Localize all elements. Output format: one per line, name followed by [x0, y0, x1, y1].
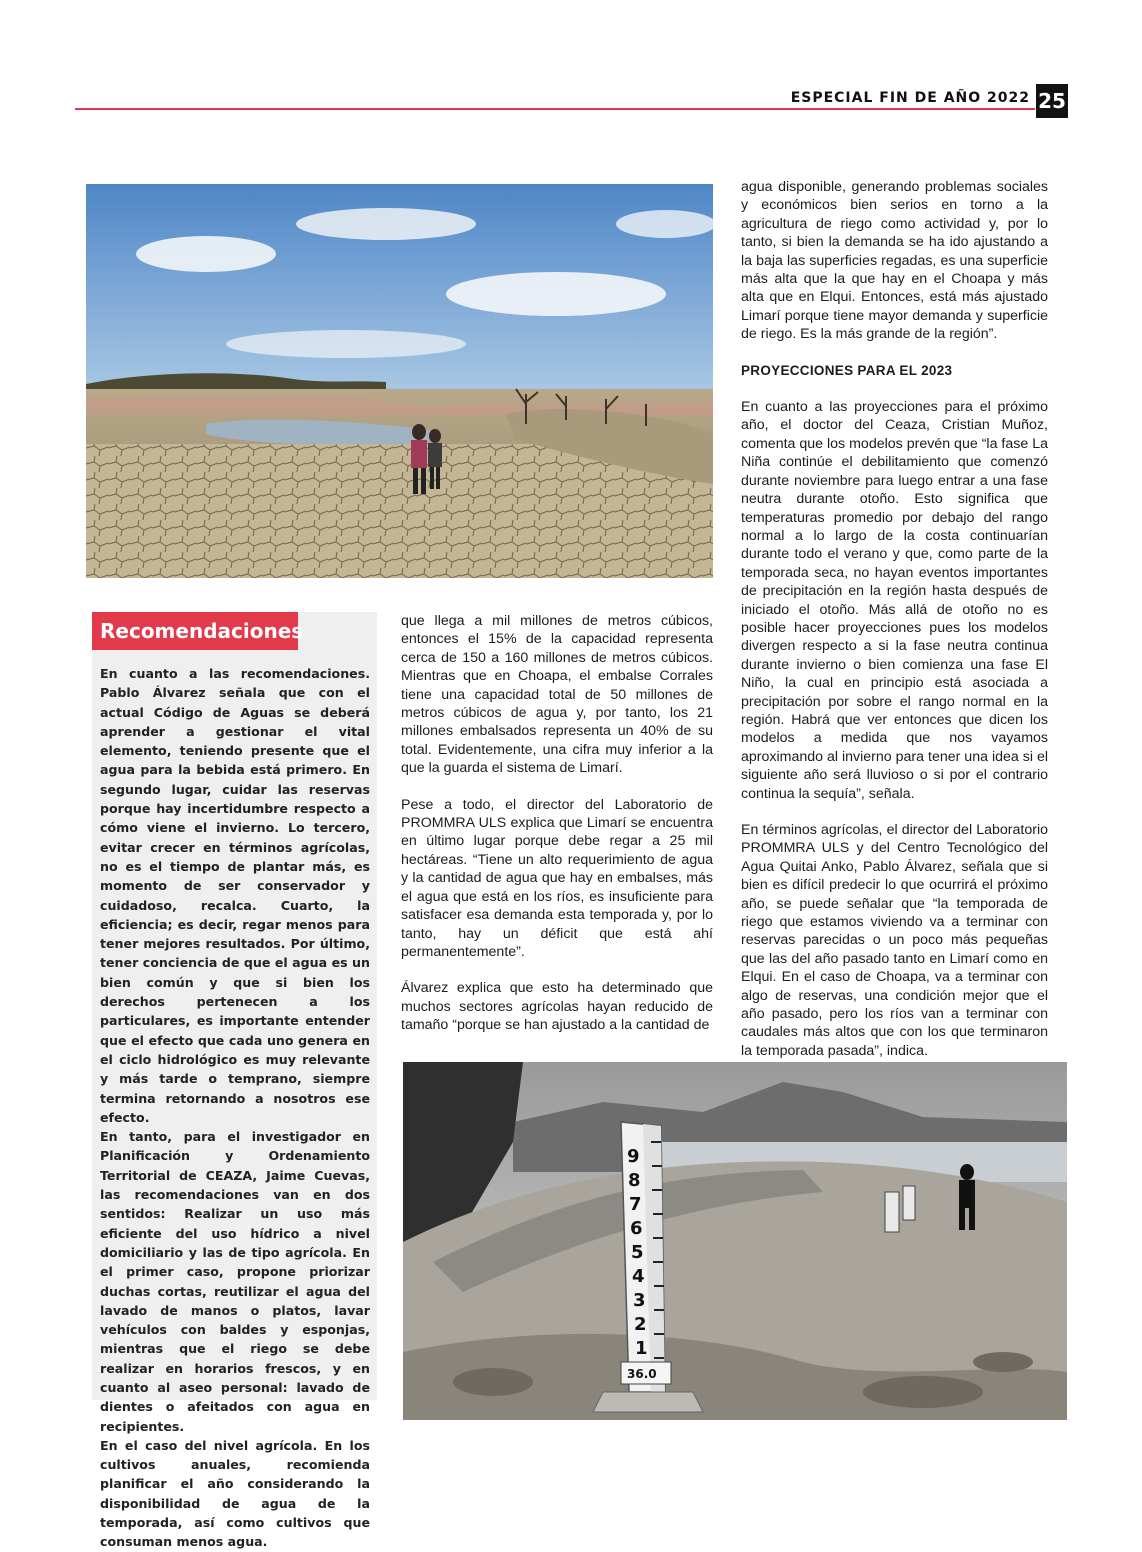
reservoir-gauge-photo — [403, 1062, 1067, 1420]
reservoir-gauge-illustration — [403, 1062, 1067, 1420]
middle-column — [401, 612, 713, 1053]
body-paragraph: Álvarez explica que esto ha determinado que muchos sectores agrícolas hayan reducido de tamaño “porque se han ajustado a la cantidad de — [401, 980, 713, 1034]
recommendations-paragraph: En tanto, para el investigador en Planificación y Ordenamiento Territorial de CEAZA, Jaime Cuevas, las recomendaciones van en dos sentidos: Realizar un uso más eficiente del uso hídrico a nivel domiciliario y las de tipo agrícola. En el primer caso, propone priorizar duchas cortas, reutilizar el agua del lavado de manos o platos, lavar vehículos con baldes y esponjas, mientras que el riego se debe realizar en horarios frescos, y en cuanto al aseo personal: lavado de dientes o afeitados con agua en recipientes. — [100, 1129, 370, 1434]
recommendations-paragraph: En cuanto a las recomendaciones. Pablo Álvarez señala que con el actual Código de Aguas se deberá aprender a gestionar el vital elemento, teniendo presente que el agua para la bebida está primero. En segundo lugar, cuidar las reservas porque hay incertidumbre respecto a cómo viene el invierno. Lo tercero, evitar crecer en términos agrícolas, no es el tiempo de plantar más, es momento de ser conservador y cuidadoso, recalca. Cuarto, la eficiencia; es decir, regar menos para tener mejores resultados. Por último, tener conciencia de que el agua es un bien común y que si bien los derechos pertenecen a los particulares, es importante entender que el efecto que cada uno genera en el ciclo hidrológico es muy relevante y más tarde o temprano, siempre termina retornando a nosotros ese efecto. — [100, 666, 370, 1125]
gauge-number: 5 — [631, 1242, 644, 1263]
gauge-number: 4 — [632, 1266, 645, 1287]
gauge-number: 1 — [635, 1338, 648, 1359]
dry-reservoir-illustration — [86, 184, 713, 578]
gauge-base-label: 36.0 — [627, 1367, 657, 1381]
section-subheading: PROYECCIONES PARA EL 2023 — [741, 362, 953, 378]
body-paragraph: En cuanto a las proyecciones para el próximo año, el doctor del Ceaza, Cristian Muñoz, comenta que los modelos prevén que “la fase La Niña continúe el debilitamiento que comenzó durante noviembre para luego entrar a una fase neutra durante otoño. Esto significa que temperaturas promedio por debajo del rango normal a lo largo de la costa continuarían durante todo el verano y que, como parte de la temporada seca, no hayan eventos importantes de precipitación en la región hasta después de iniciado el otoño. Más allá de otoño no es posible hacer proyecciones pues los modelos divergen respecto a si la fase neutra continua durante invierno o bien comienza una fase El Niño, la cual en principio está asociada a precipitación por sobre el rango normal en la región. Habrá que ver entonces que dicen los modelos a medida que nos vayamos aproximando al invierno para tener una idea si el siguiente año será lluvioso o si por el contrario continua la sequía”, señala. — [741, 399, 1048, 802]
body-paragraph: En términos agrícolas, el director del Laboratorio PROMMRA ULS y del Centro Tecnológico del Agua Quitai Anko, Pablo Álvarez, señala que si bien es difícil predecir lo que ocurrirá el próximo año, se puede señalar que “la temporada de riego que estamos viviendo va a terminar con reservas parecidas o un poco más pequeñas que las del año pasado tanto en Limarí como en Elqui. En el caso de Choapa, va a terminar con algo de reservas, una condición mejor que el año pasado, pero los ríos van a terminar con caudales más altos que con los que terminaron la temporada pasada”, indica. — [741, 822, 1048, 1059]
page-number: 25 — [1036, 84, 1068, 118]
gauge-number: 9 — [627, 1146, 640, 1167]
gauge-number: 8 — [628, 1170, 641, 1191]
gauge-number: 2 — [634, 1314, 647, 1335]
dry-reservoir-photo — [86, 184, 713, 578]
section-title: ESPECIAL FIN DE AÑO 2022 — [790, 90, 1030, 106]
gauge-number: 7 — [629, 1194, 642, 1215]
body-paragraph: que llega a mil millones de metros cúbicos, entonces el 15% de la capacidad representa cerca de 150 a 160 millones de metros cúbicos. Mientras que en Choapa, el embalse Corrales tiene una capacidad total de 50 millones de metros cúbicos de agua y, por tanto, los 21 millones embalsados representa un 40% de su total. Evidentemente, una cifra muy inferior a la que la guarda el sistema de Limarí. — [401, 613, 713, 777]
body-paragraph: Pese a todo, el director del Laboratorio de PROMMRA ULS explica que Limarí se encuentra en último lugar porque debe regar a 25 mil hectáreas. “Tiene un alto requerimiento de agua y la cantidad de agua que hay en embalses, más el agua que está en los ríos, es insuficiente para satisfacer esa demanda esta temporada y, por lo tanto, hay un déficit que está ahí permanentemente”. — [401, 796, 713, 960]
body-paragraph: agua disponible, generando problemas sociales y económicos bien serios en torno a la agricultura de riego como actividad y, por lo tanto, si bien la demanda se ha ido ajustando a la baja las superficies regadas, es una superficie más alta que la que hay en el Choapa y más alta que en Elqui. Entonces, está más ajustado Limarí porque tiene mayor demanda y superficie de riego. Es la más grande de la región”. — [741, 179, 1048, 343]
recommendations-body — [100, 664, 370, 1552]
gauge-number: 6 — [630, 1218, 643, 1239]
header-rule — [75, 108, 1035, 110]
gauge-number: 3 — [633, 1290, 646, 1311]
recommendations-box — [92, 612, 377, 1550]
right-column — [741, 178, 1048, 1078]
recommendations-title: Recomendaciones — [92, 612, 298, 650]
recommendations-paragraph: En el caso del nivel agrícola. En los cultivos anuales, recomienda planificar el año considerando la disponibilidad de agua de la temporada, así como cultivos que consuman menos agua. — [100, 1437, 370, 1550]
